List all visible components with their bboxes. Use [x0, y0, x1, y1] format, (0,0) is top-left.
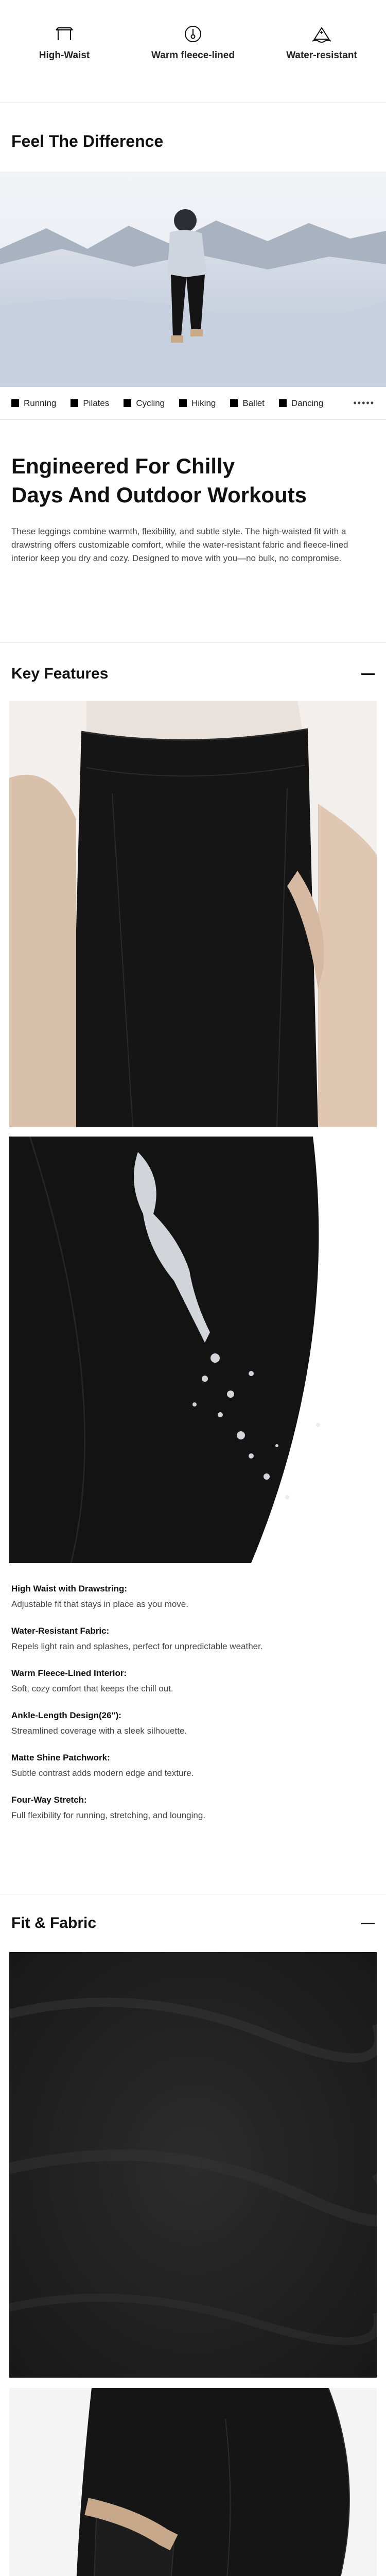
key-features-header[interactable] [0, 653, 386, 694]
feature-label: Warm fleece-lined [151, 50, 235, 61]
activity-list [0, 387, 386, 420]
divider [0, 642, 386, 643]
activity-item: Hiking [179, 398, 216, 409]
fit-fabric-title: Fit & Fabric [11, 1914, 97, 1931]
collapse-icon[interactable] [361, 673, 375, 675]
key-features-title: Key Features [11, 665, 109, 682]
activity-item: Running [11, 398, 56, 409]
hero-image [0, 172, 386, 387]
feature-high-waist [13, 24, 116, 62]
activity-item: Pilates [71, 398, 109, 409]
engineered-body: These leggings combine warmth, flexibility, and subtle style. The high-waisted fit with a drawstring offers customizable comfort, while the water-resistant fabric and fleece-lined interior keep you dry and cozy. Designed to move with you—no bulk, no compromise. [11, 527, 348, 563]
activity-item: Cycling [124, 398, 165, 409]
fit-fabric-header[interactable] [0, 1903, 386, 1944]
section-title: Feel The Difference [11, 132, 164, 150]
feature-fleece [142, 24, 244, 62]
hero-illustration [0, 172, 386, 387]
engineered-title: Engineered For Chilly Days And Outdoor Workouts [11, 454, 307, 507]
list-item: Ankle-Length Design(26"): Streamlined coverage with a sleek silhouette. [11, 1710, 187, 1736]
feature-label: Water-resistant [286, 50, 357, 61]
list-item: Water-Resistant Fabric: Repels light rain and splashes, perfect for unpredictable weather. [11, 1626, 263, 1651]
water-resistant-icon [310, 24, 333, 44]
leggings-waist-photo [9, 701, 377, 1127]
more-activities-indicator[interactable]: ••••• [353, 398, 375, 408]
fleece-texture-photo [9, 1952, 377, 2378]
list-item: Four-Way Stretch: Full flexibility for running, stretching, and lounging. [11, 1795, 206, 1820]
feature-label: High-Waist [39, 50, 90, 61]
key-features-list [0, 1584, 386, 1822]
table-icon [54, 24, 75, 44]
feature-strip [0, 0, 386, 103]
collapse-icon[interactable] [361, 1923, 375, 1924]
list-item: Matte Shine Patchwork: Subtle contrast adds modern edge and texture. [11, 1753, 194, 1778]
activity-item: Dancing [279, 398, 323, 409]
list-item: Warm Fleece-Lined Interior: Soft, cozy comfort that keeps the chill out. [11, 1668, 173, 1693]
thermometer-icon [183, 24, 203, 44]
activity-item: Ballet [230, 398, 265, 409]
list-item: High Waist with Drawstring: Adjustable fit that stays in place as you move. [11, 1584, 188, 1609]
feature-water-resistant [270, 24, 373, 62]
engineered-section [0, 420, 386, 565]
pocket-detail-photo [9, 2388, 377, 2576]
water-resistant-photo [9, 1137, 377, 1563]
